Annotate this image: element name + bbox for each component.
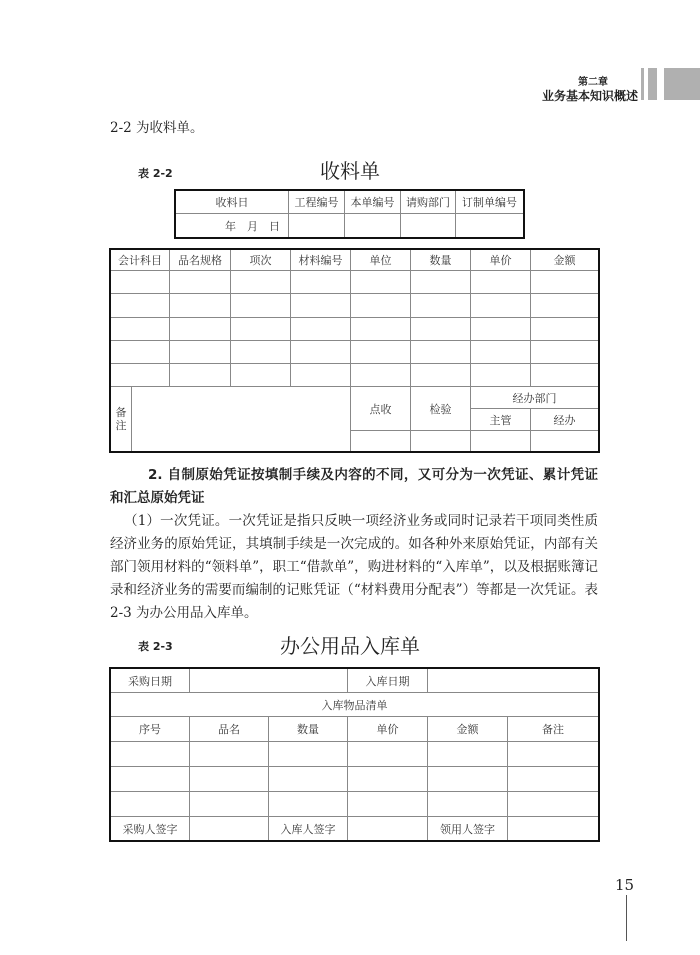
- page-number-rule: [626, 895, 627, 941]
- storage-date-label: 入库日期: [348, 669, 428, 693]
- table-row: [111, 742, 599, 767]
- header-cell: 本单编号: [345, 191, 401, 214]
- table-row: [111, 318, 599, 341]
- receiver-sign-label: 领用人签字: [428, 817, 508, 841]
- table-label: 表 2-3: [138, 640, 173, 653]
- list-title: 入库物品清单: [111, 693, 599, 717]
- receipt-header-table: [175, 190, 524, 238]
- table-title: 办公用品入库单: [280, 634, 420, 658]
- purchase-date-label: 采购日期: [111, 669, 190, 693]
- cell: [456, 214, 524, 238]
- supervisor-label: 主管: [471, 409, 531, 431]
- chapter-title: 业务基本知识概述: [541, 89, 638, 103]
- signature-cell: [508, 817, 599, 841]
- storage-date-value: [428, 669, 599, 693]
- header-cell: 数量: [411, 250, 471, 271]
- page-number: 15: [615, 876, 635, 894]
- remarks-label: 备注: [111, 387, 132, 452]
- header-cell: 工程编号: [289, 191, 345, 214]
- storer-sign-label: 入库人签字: [269, 817, 348, 841]
- cell: [289, 214, 345, 238]
- intro-line: 2-2 为收料单。: [110, 120, 204, 136]
- purchaser-sign-label: 采购人签字: [111, 817, 190, 841]
- dept-label: 经办部门: [471, 387, 599, 409]
- header-cell: 数量: [269, 717, 348, 742]
- header-cell: 会计科目: [111, 250, 170, 271]
- handler-label: 经办: [531, 409, 599, 431]
- section-heading: 2. 自制原始凭证按填制手续及内容的不同，又可分为一次凭证、累计凭证和汇总原始凭证: [110, 467, 598, 506]
- inspect-label: 检验: [411, 387, 471, 431]
- date-cell: 年 月 日: [176, 214, 289, 238]
- header-bar: [641, 68, 644, 100]
- table-row: [111, 767, 599, 792]
- header-cell: 品名规格: [170, 250, 231, 271]
- header-block: [664, 68, 700, 100]
- signature-cell: [190, 817, 269, 841]
- signature-cell: [348, 817, 428, 841]
- header-cell: 订制单编号: [456, 191, 524, 214]
- table-row: [111, 341, 599, 364]
- header-cell: 项次: [231, 250, 291, 271]
- table-row: [111, 294, 599, 318]
- table-title: 收料单: [320, 159, 380, 183]
- header-cell: 单价: [348, 717, 428, 742]
- cell: [345, 214, 401, 238]
- header-cell: 金额: [531, 250, 599, 271]
- header-cell: 收料日: [176, 191, 289, 214]
- table-row: [111, 364, 599, 387]
- header-cell: 单位: [351, 250, 411, 271]
- receive-label: 点收: [351, 387, 411, 431]
- purchase-date-value: [190, 669, 348, 693]
- header-cell: 备注: [508, 717, 599, 742]
- cell: [401, 214, 456, 238]
- remarks-cell: [132, 387, 351, 452]
- header-cell: 序号: [111, 717, 190, 742]
- table-row: [111, 792, 599, 817]
- header-cell: 请购部门: [401, 191, 456, 214]
- section-paragraph: （1）一次凭证。一次凭证是指只反映一项经济业务或同时记录若干项同类性质经济业务的原始凭证，其填制手续是一次完成的。如各种外来原始凭证，内部有关部门领用材料的“领料单”，职工“借款单”，购进材料的“入库单”，以及根据账簿记录和经济业务的需要而编制的记账凭证（“材料费用分配表”）等都是一次凭证。表 2-3 为办公用品入库单。: [110, 513, 598, 621]
- header-cell: 单价: [471, 250, 531, 271]
- header-bar: [648, 68, 657, 100]
- table-row: [111, 271, 599, 294]
- chapter-number: 第二章: [578, 77, 608, 88]
- office-supplies-table: [110, 668, 599, 841]
- table-label: 表 2-2: [138, 167, 173, 180]
- header-cell: 材料编号: [291, 250, 351, 271]
- header-cell: 品名: [190, 717, 269, 742]
- receipt-main-table: [110, 249, 599, 452]
- header-cell: 金额: [428, 717, 508, 742]
